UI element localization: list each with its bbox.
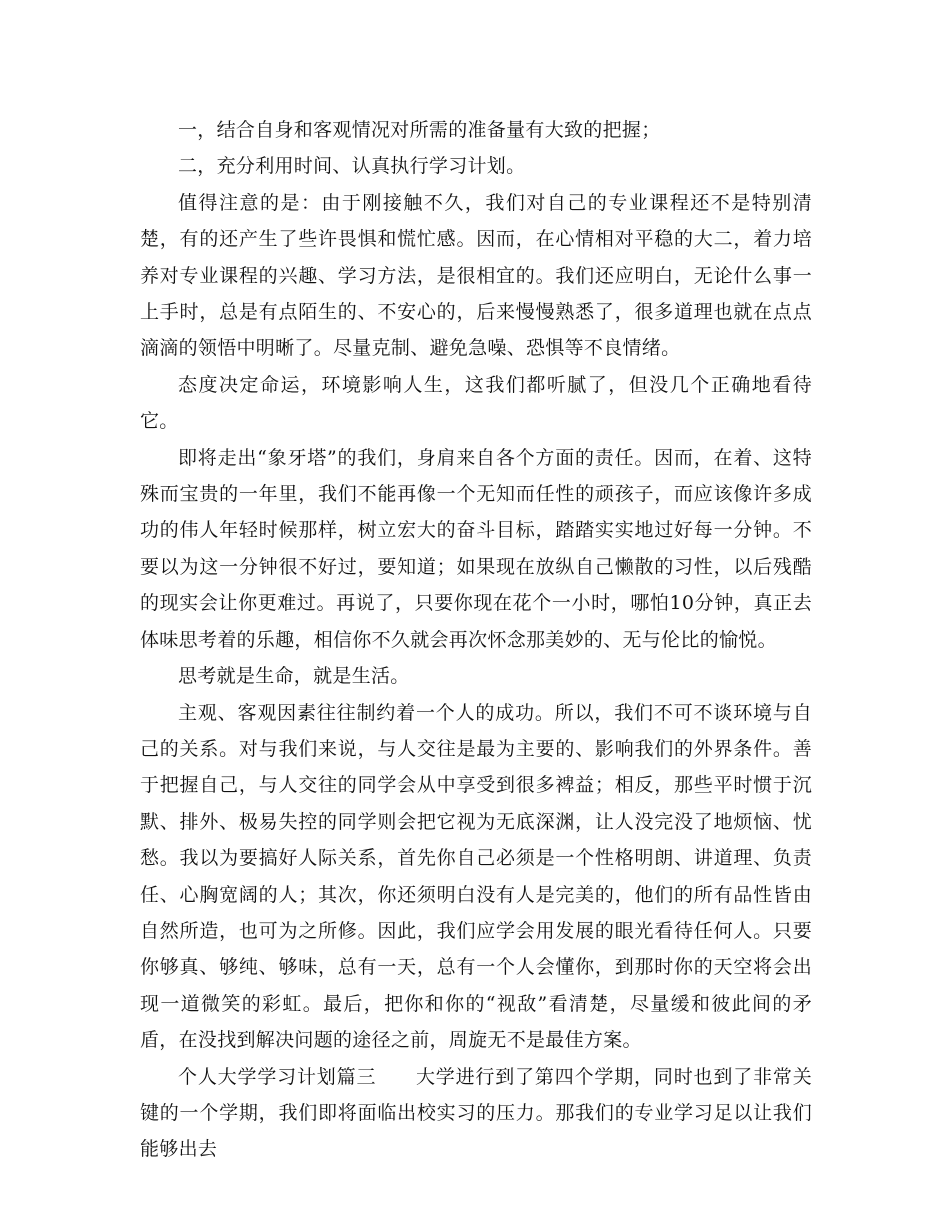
document-body — [140, 112, 812, 1168]
paragraph-plan-part-three: 个人大学学习计划篇三 大学进行到了第四个学期，同时也到了非常关键的一个学期，我们即将面临出校实习的压力。那我们的专业学习足以让我们能够出去 — [140, 1065, 812, 1161]
paragraph-thinking-is-life: 思考就是生命，就是生活。 — [178, 665, 410, 688]
paragraph-attention-note: 值得注意的是：由于刚接触不久，我们对自己的专业课程还不是特别清楚，有的还产生了些许畏惧和慌忙感。因而，在心情相对平稳的大二，着力培养对专业课程的兴趣、学习方法，是很相宜的。我们还应明白，无论什么事一上手时，总是有点陌生的、不安心的，后来慢慢熟悉了，很多道理也就在点点滴滴的领悟中明晰了。尽量克制、避免急噪、恐惧等不良情绪。 — [140, 191, 812, 360]
paragraph-relationships: 主观、客观因素往往制约着一个人的成功。所以，我们不可不谈环境与自己的关系。对与我们来说，与人交往是最为主要的、影响我们的外界条件。善于把握自己，与人交往的同学会从中享受到很多裨益；相反，那些平时惯于沉默、排外、极易失控的同学则会把它视为无底深渊，让人没完没了地烦恼、忧愁。我以为要搞好人际关系，首先你自己必须是一个性格明朗、讲道理、负责任、心胸宽阔的人；其次，你还须明白没有人是完美的，他们的所有品性皆由自然所造，也可为之所修。因此，我们应学会用发展的眼光看待任何人。只要你够真、够纯、够味，总有一天，总有一个人会懂你，到那时你的天空将会出现一道微笑的彩虹。最后，把你和你的“视敌”看清楚，尽量缓和彼此间的矛盾，在没找到解决问题的途径之前，周旋无不是最佳方案。 — [140, 701, 812, 1052]
paragraph-time-plan-point: 二，充分利用时间、认真执行学习计划。 — [178, 155, 526, 178]
paragraph-ivory-tower: 即将走出“象牙塔”的我们，身肩来自各个方面的责任。因而，在着、这特殊而宝贵的一年里，我们不能再像一个无知而任性的顽孩子，而应该像许多成功的伟人年轻时候那样，树立宏大的奋斗目标，踏踏实实地过好每一分钟。不要以为这一分钟很不好过，要知道；如果现在放纵自己懒散的习性，以后残酷的现实会让你更难过。再说了，只要你现在花个一小时，哪怕10分钟，真正去体味思考着的乐趣，相信你不久就会再次怀念那美妙的、无与伦比的愉悦。 — [140, 446, 812, 651]
paragraph-attitude: 态度决定命运，环境影响人生，这我们都听腻了，但没几个正确地看待它。 — [140, 373, 812, 433]
paragraph-preparation-point: 一，结合自身和客观情况对所需的准备量有大致的把握； — [178, 119, 661, 141]
